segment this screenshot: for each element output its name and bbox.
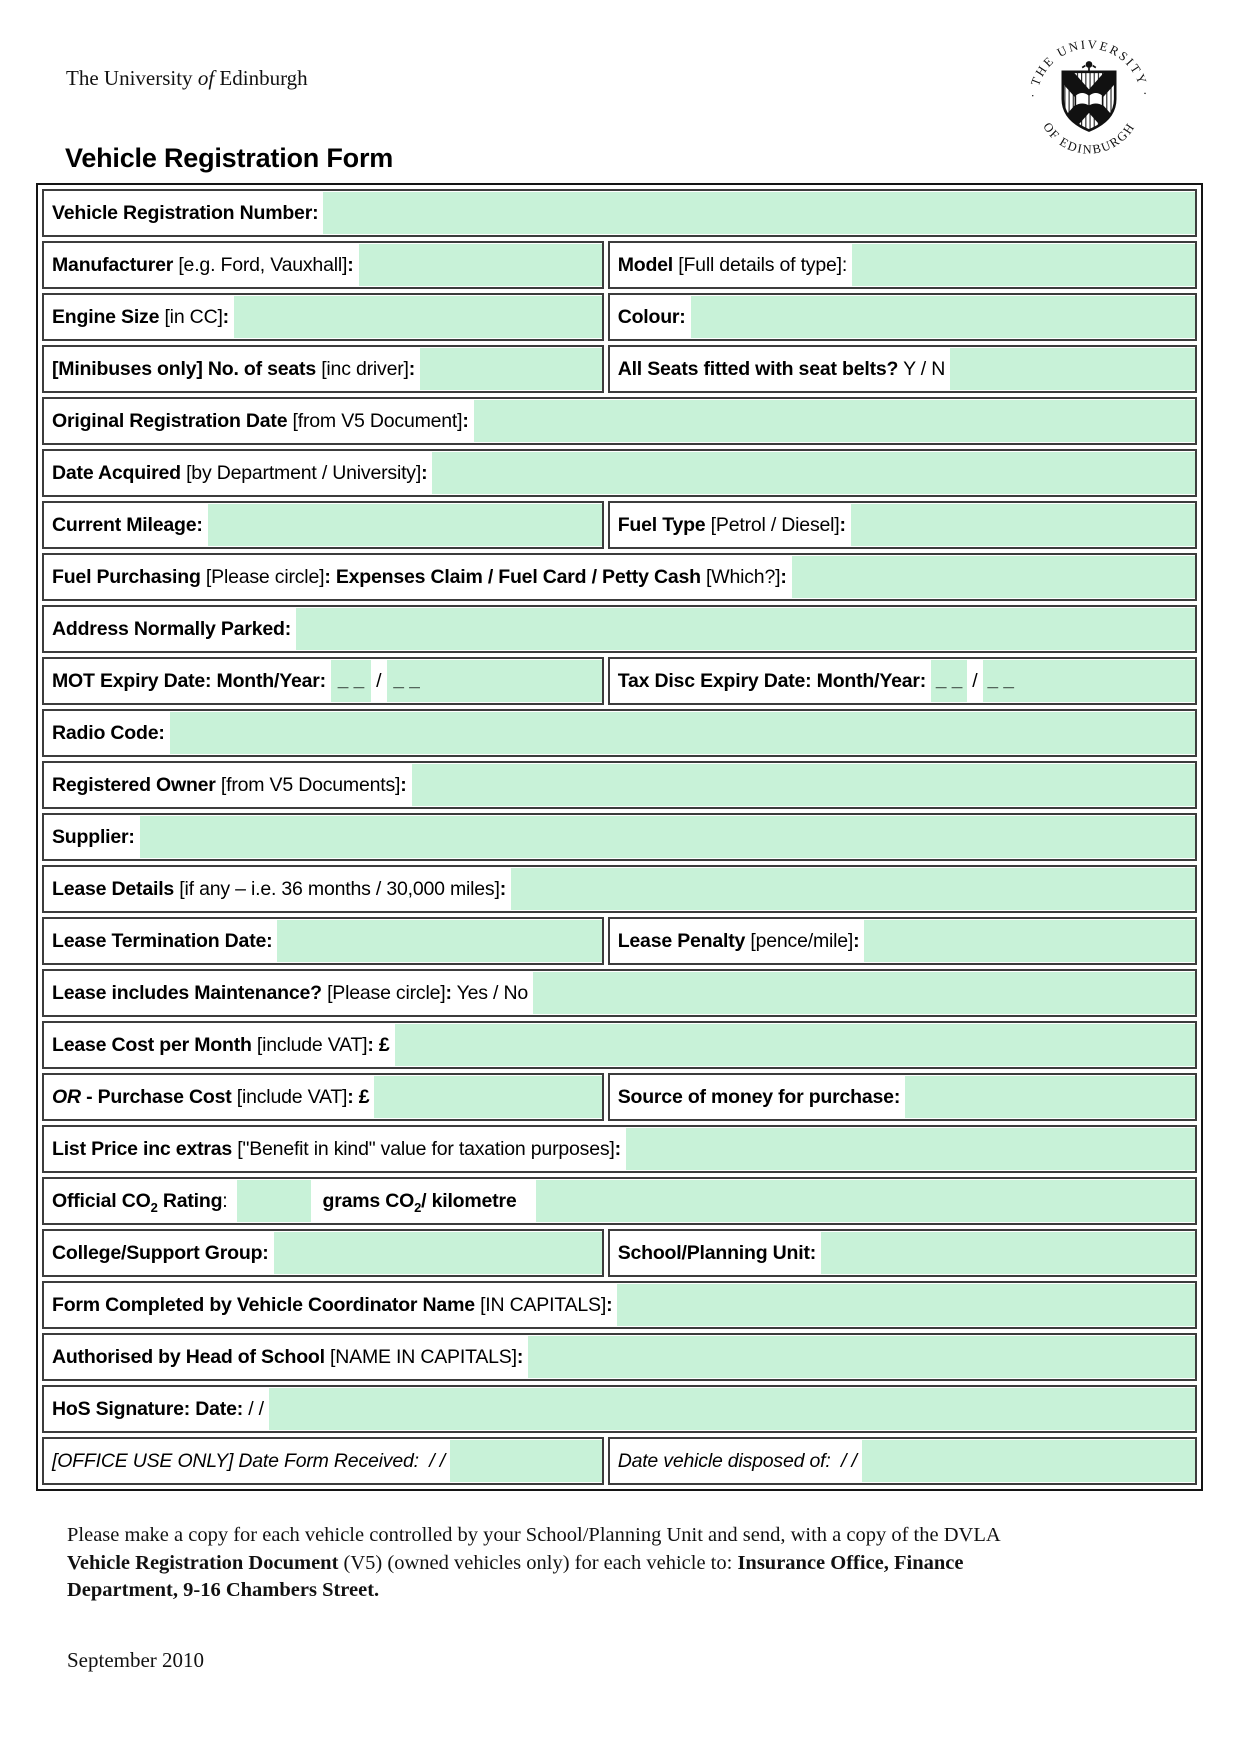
input-field-tax-disc-expiry-date[interactable] [1019,660,1195,702]
input-field-seat-belts[interactable] [950,348,1195,390]
input-field-original-registration-date[interactable] [474,400,1195,442]
input-field-purchase-cost[interactable] [374,1076,601,1118]
input-field-office-use-date-vehicle-disposed[interactable] [862,1440,1195,1482]
university-crest-icon [1025,32,1153,164]
label-text: [if any – i.e. 36 months / 30,000 miles] [174,877,500,900]
input-field-tax-disc-expiry-date[interactable]: _ _ [983,660,1019,702]
label-text: grams CO [322,1189,415,1212]
footer-text: Please make a copy for each vehicle controlled by your School/Planning Unit and send, with a copy of the DVLA [67,1524,1001,1546]
input-field-vehicle-registration-number[interactable] [323,192,1195,234]
label-text: : [839,513,846,536]
date-stamp: September 2010 [67,1648,205,1672]
form-cell-seat-belts [608,345,1197,393]
label-text: [Petrol / Diesel] [705,513,840,536]
form-cell-mot-expiry-date [42,657,604,705]
label-text: Colour: [617,305,686,328]
label-text: Lease Cost per Month [52,1033,252,1056]
label-text: : £ [367,1033,390,1056]
footer-note [67,1522,1067,1605]
label-text: Engine Size [52,305,160,328]
label-text: ["Benefit in kind" value for taxation purposes] [232,1137,615,1160]
label-text: [OFFICE USE ONLY] Date Form Received: / / [52,1449,445,1472]
footer-text-bold: Vehicle Registration Document [67,1551,339,1574]
label-text: : [445,981,452,1004]
footer-text-bold: Department, 9-16 Chambers Street. [67,1579,380,1601]
label-text: Date Acquired [52,461,181,484]
label-text: / [967,669,983,692]
form-row [42,1073,1197,1121]
label-text: Source of money for purchase: [617,1085,901,1108]
form-row [42,709,1197,757]
footer-text: (V5) (owned vehicles only) for each vehicle to: [338,1551,738,1574]
input-field-college-support-group[interactable] [274,1232,602,1274]
input-field-manufacturer[interactable] [359,244,602,286]
form-cell-lease-details [42,865,1197,913]
form-row [42,1385,1197,1433]
input-field-current-mileage[interactable] [208,504,602,546]
label-text: [Please circle] [321,981,446,1004]
label-text: Form Completed by Vehicle Coordinator Name [52,1293,475,1316]
form-row [42,241,1197,289]
label-text: : [499,877,507,900]
footer-line [67,1577,1067,1605]
label-text: Lease includes Maintenance? [52,981,322,1004]
input-field-authorised-by-head-of-school[interactable] [528,1336,1195,1378]
form-cell-lease-termination-date [42,917,604,965]
form-table-body [42,189,1197,1485]
form-row [42,345,1197,393]
form-cell-office-use-date-vehicle-disposed [608,1437,1197,1485]
form-table [36,183,1203,1491]
label-text: [Please circle] [200,565,325,588]
label-text: : [606,1293,613,1316]
input-field-lease-cost-per-month[interactable] [395,1024,1195,1066]
form-cell-model [608,241,1197,289]
masthead-post: Edinburgh [214,66,308,90]
label-text: Fuel Purchasing [52,565,201,588]
label-text: Expenses Claim / Fuel Card / Petty Cash [335,565,701,588]
label-text: : £ [347,1085,370,1108]
label-text: / / [243,1397,264,1420]
form-cell-radio-code [42,709,1197,757]
form-cell-fuel-purchasing [42,553,1197,601]
spacer [517,1179,531,1223]
form-row [42,1437,1197,1485]
footer-line [67,1522,1067,1550]
form-cell-lease-includes-maintenance [42,969,1197,1017]
label-text: : [780,565,787,588]
input-field-co2-rating[interactable] [536,1180,1196,1222]
input-field-lease-details[interactable] [511,868,1195,910]
label-text: Current Mileage: [52,513,203,536]
label-text: / [370,669,387,692]
form-cell-school-planning-unit [608,1229,1197,1277]
label-text: MOT Expiry Date: Month/Year: [52,669,326,692]
spacer [311,1179,323,1223]
form-row [42,449,1197,497]
form-cell-list-price-inc-extras [42,1125,1197,1173]
label-text: : [516,1345,524,1368]
label-text: [IN CAPITALS] [474,1293,607,1316]
label-text: College/Support Group: [52,1241,269,1264]
form-cell-colour [608,293,1197,341]
form-cell-address-normally-parked [42,605,1197,653]
label-text: [by Department / University] [180,461,422,484]
form-row [42,1281,1197,1329]
label-text: Fuel Type [617,513,706,536]
label-text: Vehicle Registration Number: [52,201,319,224]
form-cell-registered-owner [42,761,1197,809]
label-text: [inc driver] [315,357,409,380]
page-title: Vehicle Registration Form [65,143,394,173]
masthead-pre: The University [66,66,198,90]
label-text: - Purchase Cost [80,1085,232,1108]
form-cell-supplier [42,813,1197,861]
label-text: : [324,565,336,588]
label-text: School/Planning Unit: [617,1241,817,1264]
label-text: 2 [414,1199,422,1215]
label-text: Yes / No [451,981,529,1004]
form-row [42,865,1197,913]
form-row [42,553,1197,601]
label-text: Radio Code: [52,721,165,744]
form-row [42,1021,1197,1069]
form-cell-authorised-by-head-of-school [42,1333,1197,1381]
label-text: : [400,773,407,796]
label-text: [Which?] [700,565,781,588]
label-text: Original Registration Date [52,409,288,432]
form-row [42,1177,1197,1225]
form-row [42,969,1197,1017]
input-field-date-acquired[interactable] [432,452,1195,494]
label-text: [NAME IN CAPITALS] [324,1345,517,1368]
input-field-radio-code[interactable] [170,712,1195,754]
label-text: : [347,253,354,276]
form-cell-hos-signature-date [42,1385,1197,1433]
input-field-mot-expiry-date[interactable] [427,660,602,702]
label-text: : [222,305,229,328]
form-row [42,917,1197,965]
masthead [66,66,308,91]
footer-text-bold: Insurance Office, Finance [737,1551,964,1574]
label-text: [Full details of type]: [673,253,848,276]
input-field-registered-owner[interactable] [412,764,1195,806]
label-text: / kilometre [421,1189,517,1212]
label-text: : [408,357,416,380]
input-field-model[interactable] [852,244,1195,286]
label-text: Lease Termination Date: [52,929,273,952]
label-text: Manufacturer [52,253,174,276]
form-row [42,761,1197,809]
input-field-mot-expiry-date[interactable]: _ _ [387,660,427,702]
form-row [42,1125,1197,1173]
form-row [42,501,1197,549]
input-field-minibus-seats[interactable] [420,348,602,390]
label-text: Rating [157,1189,223,1212]
form-cell-form-completed-by [42,1281,1197,1329]
label-text: [from V5 Document] [287,409,463,432]
form-cell-purchase-cost [42,1073,604,1121]
form-row [42,1333,1197,1381]
form-cell-engine-size [42,293,604,341]
label-text: Date vehicle disposed of: / / [617,1449,857,1472]
label-text: [in CC] [159,305,223,328]
input-field-lease-includes-maintenance[interactable] [533,972,1195,1014]
input-field-address-normally-parked[interactable] [296,608,1195,650]
label-text: HoS Signature: Date: [52,1397,244,1420]
form-row [42,657,1197,705]
form-cell-office-use-date-form-received [42,1437,604,1485]
label-text: : [222,1189,228,1212]
form-row [42,605,1197,653]
input-field-co2-rating[interactable] [237,1180,311,1222]
label-text: : [614,1137,621,1160]
input-field-list-price-inc-extras[interactable] [626,1128,1195,1170]
form-row [42,813,1197,861]
label-text: Supplier: [52,825,135,848]
label-text: [include VAT] [231,1085,348,1108]
label-text: Address Normally Parked: [52,617,292,640]
masthead-of: of [197,66,215,90]
input-field-hos-signature-date[interactable] [269,1388,1195,1430]
crest-thistle-icon [1082,61,1096,72]
form-row [42,189,1197,237]
form-row [42,1229,1197,1277]
form-cell-fuel-type [608,501,1197,549]
form-cell-current-mileage [42,501,604,549]
form-cell-vehicle-registration-number [42,189,1197,237]
input-field-school-planning-unit[interactable] [821,1232,1195,1274]
label-text: [e.g. Ford, Vauxhall] [173,253,348,276]
form-cell-original-registration-date [42,397,1197,445]
form-row [42,397,1197,445]
label-text: All Seats fitted with seat belts? [617,357,899,380]
form-cell-college-support-group [42,1229,604,1277]
label-text: Lease Penalty [617,929,746,952]
label-text: OR [52,1085,81,1108]
form-cell-tax-disc-expiry-date [608,657,1197,705]
form-cell-co2-rating [42,1177,1197,1225]
crest-shield-icon [1063,72,1115,131]
input-field-engine-size[interactable] [234,296,602,338]
input-field-lease-penalty[interactable] [864,920,1195,962]
label-text: List Price inc extras [52,1137,233,1160]
label-text: Tax Disc Expiry Date: Month/Year: [617,669,927,692]
input-field-supplier[interactable] [140,816,1195,858]
crest-bottom-text: OF EDINBURGH [1040,119,1138,157]
label-text: [from V5 Documents] [215,773,401,796]
input-field-fuel-type[interactable] [851,504,1195,546]
form-cell-minibus-seats [42,345,604,393]
label-text: 2 [150,1199,158,1215]
label-text: Y / N [898,357,946,380]
form-cell-source-of-money [608,1073,1197,1121]
form-row [42,293,1197,341]
input-field-source-of-money[interactable] [905,1076,1195,1118]
crest-top-text: · THE UNIVERSITY · [1025,37,1153,99]
form-cell-manufacturer [42,241,604,289]
label-text: [include VAT] [251,1033,368,1056]
form-cell-lease-penalty [608,917,1197,965]
label-text: : [462,409,469,432]
label-text: Official CO [52,1189,151,1212]
input-field-tax-disc-expiry-date[interactable]: _ _ [931,660,967,702]
footer-line [67,1550,1067,1578]
label-text: Registered Owner [52,773,216,796]
form-cell-lease-cost-per-month [42,1021,1197,1069]
input-field-form-completed-by[interactable] [617,1284,1195,1326]
input-field-fuel-purchasing[interactable] [792,556,1195,598]
input-field-office-use-date-form-received[interactable] [450,1440,602,1482]
label-text: Model [617,253,674,276]
input-field-colour[interactable] [691,296,1195,338]
input-field-mot-expiry-date[interactable]: _ _ [331,660,371,702]
label-text: Lease Details [52,877,175,900]
form-cell-date-acquired [42,449,1197,497]
label-text: : [853,929,860,952]
label-text: [Minibuses only] No. of seats [52,357,316,380]
label-text: Authorised by Head of School [52,1345,325,1368]
label-text: [pence/mile] [745,929,854,952]
spacer [228,1179,232,1223]
crest-book-icon [1075,92,1102,106]
input-field-lease-termination-date[interactable] [277,920,601,962]
label-text: : [421,461,428,484]
